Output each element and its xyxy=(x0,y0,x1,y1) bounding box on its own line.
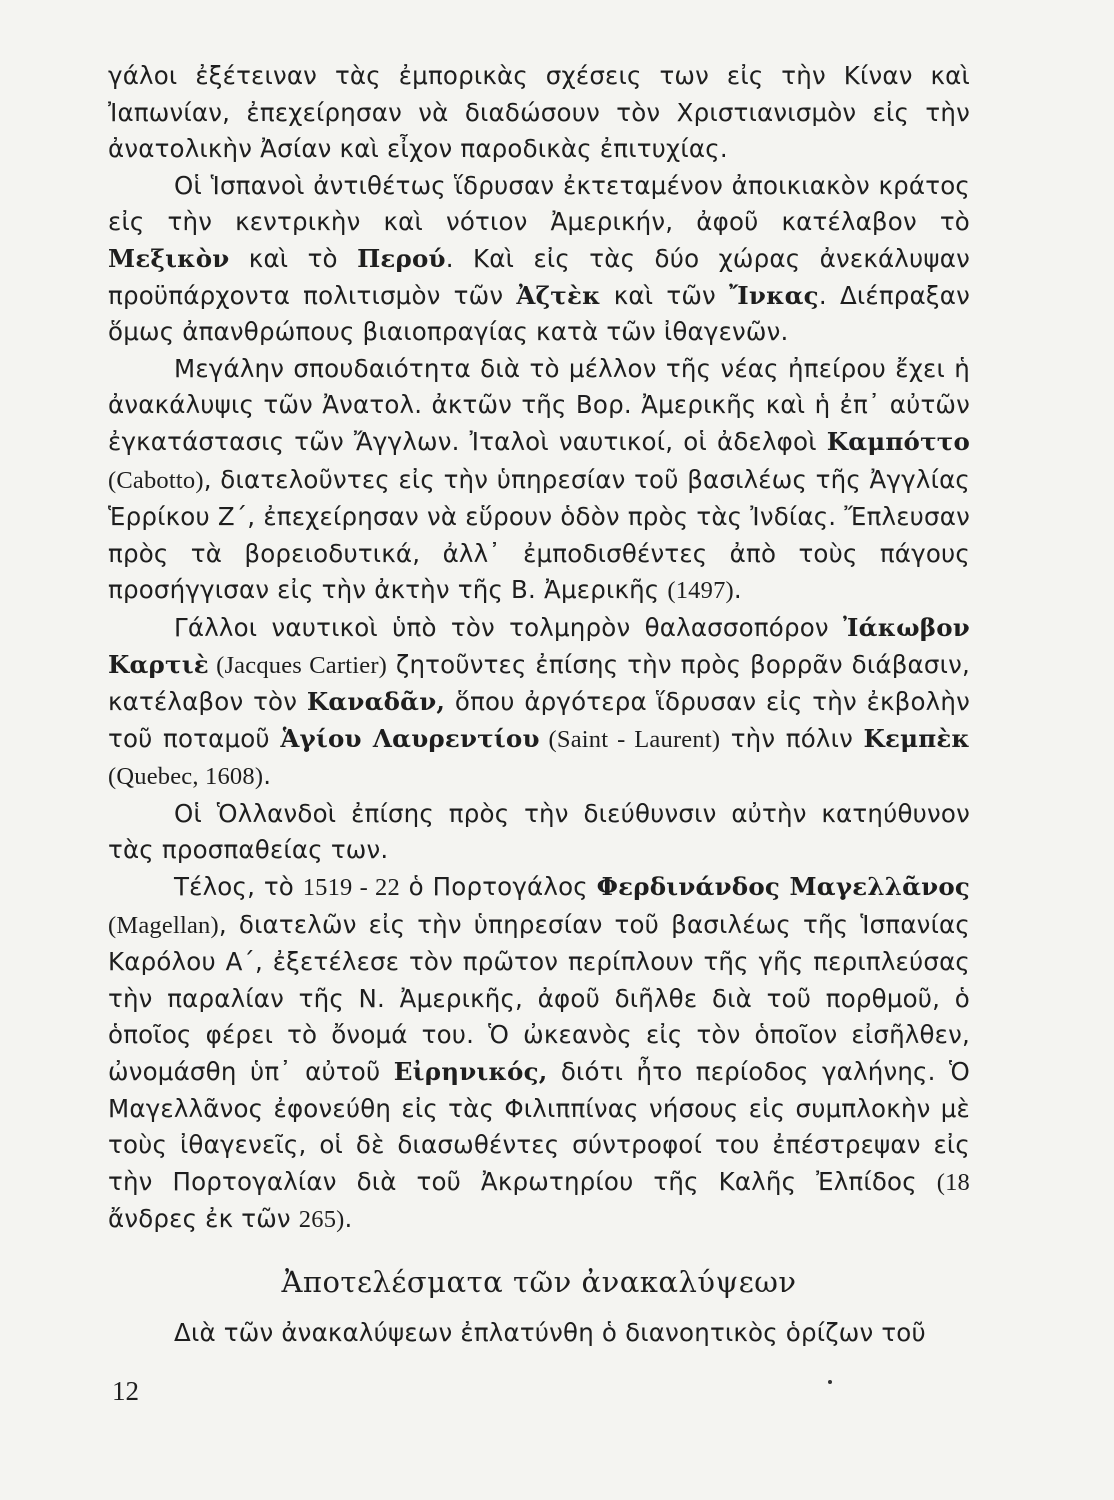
bold-term: Καναδᾶν, xyxy=(306,687,446,717)
latin-text: (1497) xyxy=(667,577,734,605)
text-run: ἄνδρες ἐκ τῶν xyxy=(108,1204,299,1234)
print-speck xyxy=(828,1380,832,1384)
text-run: Οἱ Ὁλλανδοὶ ἐπίσης πρὸς τὴν διεύθυνσιν αὐτὴν κατηύθυνον τὰς προσπαθείας των. xyxy=(108,798,970,865)
bold-term: Εἰρηνικός, xyxy=(393,1057,548,1087)
text-run: γάλοι ἐξέτειναν τὰς ἐμπορικὰς σχέσεις των εἰς τὴν Κίναν καὶ Ἰαπωνίαν, ἐπεχείρησαν νὰ διαδώσουν τὸν Χριστιανισμὸν εἰς τὴν ἀνατολικὴν Ἀσίαν καὶ εἶχον παροδικὰς ἐπιτυχίας. xyxy=(108,61,970,164)
bold-term: Φερδινάνδος Μαγελλᾶνος xyxy=(596,872,970,902)
text-run: Γάλλοι ναυτικοὶ ὑπὸ τὸν τολμηρὸν θαλασσοπόρον xyxy=(174,612,844,642)
text-run: , διατελῶν εἰς τὴν ὑπηρεσίαν τοῦ βασιλέως τῆς Ἱσπανίας Καρόλου Α΄, ἐξετέλεσε τὸν πρῶτον περίπλουν τῆς γῆς περιπλεύσας τὴν παραλίαν τῆς Ν. Ἀμερικῆς, ἀφοῦ διῆλθε διὰ τοῦ πορθμοῦ, ὁ ὁποῖος φέρει τὸ ὄνομά του. Ὁ ὠκεανὸς εἰς τὸν ὁποῖον εἰσῆλθεν, ὠνομάσθη ὑπ᾽ αὐτοῦ xyxy=(108,909,970,1087)
text-run: ὁ Πορτογάλος xyxy=(399,872,597,902)
text-run: . Καὶ εἰς τὰς δύο χώρας ἀνεκάλυψαν προϋπάρχοντα πολιτισμὸν τῶν xyxy=(108,243,970,310)
text-run: Τέλος, τὸ xyxy=(174,872,303,902)
text-run: . xyxy=(344,1204,353,1234)
paragraph-4 xyxy=(108,610,970,796)
text-run: διότι ἦτο περίοδος γαλήνης. Ὁ Μαγελλᾶνος ἐφονεύθη εἰς τὰς Φιλιππίνας νήσους εἰς συμπλοκὴν μὲ τοὺς ἰθαγενεῖς, οἱ δὲ διασωθέντες σύντροφοί του ἐπέστρεψαν εἰς τὴν Πορτογαλίαν διὰ τοῦ Ἀκρωτηρίου τῆς Καλῆς Ἐλπίδος xyxy=(108,1057,970,1196)
bold-term: Ἴνκας xyxy=(729,280,819,310)
latin-text: 265) xyxy=(298,1206,345,1234)
text-run: τὴν πόλιν xyxy=(720,723,864,753)
section-heading: Ἀποτελέσματα τῶν ἀνακαλύψεων xyxy=(281,1265,797,1299)
text-run: ζητοῦντες ἐπίσης τὴν πρὸς βορρᾶν διάβασιν, κατέλαβον τὸν xyxy=(108,649,970,717)
text-run: ὅπου ἀργότερα ἵδρυσαν εἰς τὴν ἐκβολὴν τοῦ ποταμοῦ xyxy=(108,687,970,753)
text-run: Μεγάλην σπουδαιότητα διὰ τὸ μέλλον τῆς νέας ἠπείρου ἔχει ἡ ἀνακάλυψις τῶν Ἀνατολ. ἀκτῶν τῆς Βορ. Ἀμερικῆς καὶ ἡ ἐπ᾽ αὐτῶν ἐγκατάστασις τῶν Ἄγγλων. Ἰταλοὶ ναυτικοί, οἱ ἀδελφοὶ xyxy=(108,353,970,456)
bold-term: Μεξικὸν xyxy=(108,243,230,273)
page-body xyxy=(108,58,970,1352)
latin-text: (Magellan) xyxy=(108,911,219,939)
bold-term: Ἀζτὲκ xyxy=(516,280,601,310)
paragraph-3 xyxy=(108,351,970,610)
latin-text: 1519 - 22 xyxy=(302,874,400,902)
bold-term: Καμπόττο xyxy=(826,426,970,456)
text-run: . Διέπραξαν ὅμως ἀπανθρώπους βιαιοπραγίας κατὰ τῶν ἰθαγενῶν. xyxy=(108,280,970,347)
latin-text: (18 xyxy=(936,1168,970,1196)
paragraph-2 xyxy=(108,168,970,351)
bold-term: Ἰάκωβον Καρτιὲ xyxy=(108,612,970,679)
latin-text: (Quebec, 1608) xyxy=(108,763,264,791)
bold-term: Περού xyxy=(357,243,446,273)
bold-term: Ἁγίου Λαυρεντίου xyxy=(280,723,540,753)
latin-text: (Saint - Laurent) xyxy=(539,725,721,753)
paragraph-7: Διὰ τῶν ἀνακαλύψεων ἐπλατύνθη ὁ διανοητικὸς ὁρίζων τοῦ xyxy=(174,1318,926,1347)
paragraph-1 xyxy=(108,58,970,168)
latin-text: (Jacques Cartier) xyxy=(208,651,388,679)
latin-text: (Cabotto) xyxy=(108,466,204,494)
text-run: . xyxy=(733,575,742,605)
text-run: καὶ τῶν xyxy=(600,280,730,310)
text-run: καὶ τὸ xyxy=(229,243,358,273)
text-run: , διατελοῦντες εἰς τὴν ὑπηρεσίαν τοῦ βασιλέως τῆς Ἀγγλίας Ἑρρίκου Ζ΄, ἐπεχείρησαν νὰ εὕρουν ὁδὸν πρὸς τὰς Ἰνδίας. Ἔπλευσαν πρὸς τὰ βορειοδυτικά, ἀλλ᾽ ἐμποδισθέντες ἀπὸ τοὺς πάγους προσήγγισαν εἰς τὴν ἀκτὴν τῆς Β. Ἀμερικῆς xyxy=(108,464,970,605)
paragraph-6 xyxy=(108,869,970,1239)
text-run: . xyxy=(263,761,272,791)
paragraph-5 xyxy=(108,796,970,869)
page-number: 12 xyxy=(112,1376,139,1406)
bold-term: Κεμπὲκ xyxy=(863,723,970,753)
text-run: Οἱ Ἱσπανοὶ ἀντιθέτως ἵδρυσαν ἐκτεταμένον ἀποικιακὸν κράτος εἰς τὴν κεντρικὴν καὶ νότιον Ἀμερικήν, ἀφοῦ κατέλαβον τὸ xyxy=(108,170,970,237)
